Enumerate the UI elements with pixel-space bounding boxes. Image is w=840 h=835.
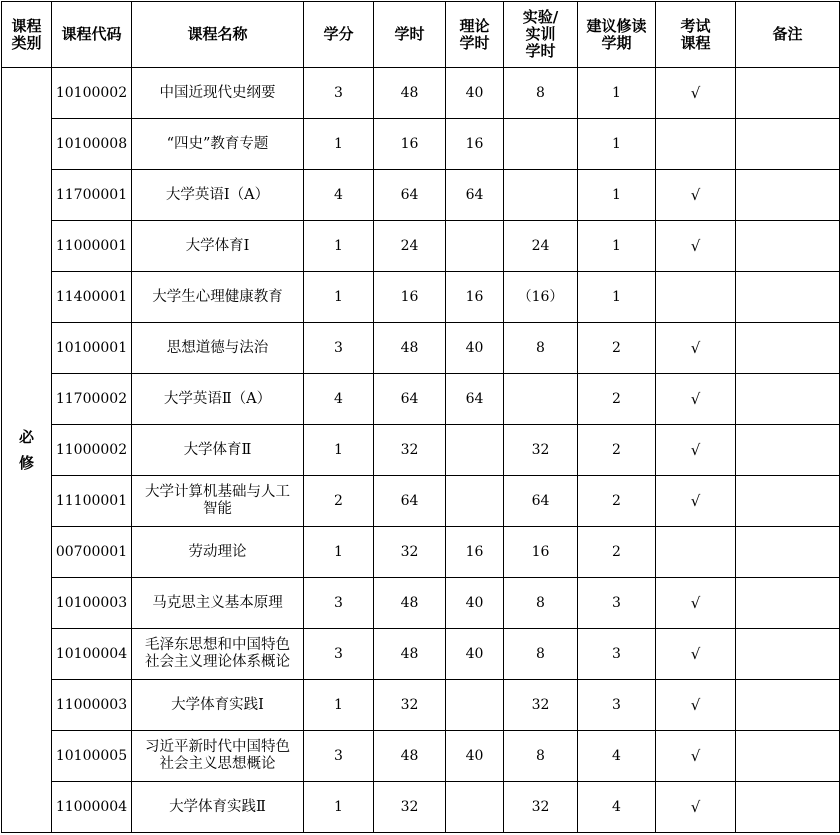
cell-name: 大学计算机基础与人工 智能 (132, 476, 304, 527)
cell-name: 思想道德与法治 (132, 323, 304, 374)
cell-hours: 16 (374, 272, 446, 323)
cell-exam: √ (656, 782, 736, 833)
cell-semester: 2 (578, 323, 656, 374)
cell-lab-hours (504, 374, 578, 425)
header-semester: 建议修读 学期 (578, 2, 656, 68)
cell-lab-hours: 24 (504, 221, 578, 272)
cell-exam (656, 272, 736, 323)
cell-name: 大学体育Ⅱ (132, 425, 304, 476)
cell-credits: 3 (304, 68, 374, 119)
header-code: 课程代码 (52, 2, 132, 68)
cell-name: 大学体育实践Ⅰ (132, 680, 304, 731)
cell-credits: 2 (304, 476, 374, 527)
header-hours: 学时 (374, 2, 446, 68)
cell-lab-hours: 8 (504, 731, 578, 782)
cell-credits: 1 (304, 119, 374, 170)
cell-theory-hours (446, 476, 504, 527)
table-row (2, 68, 840, 119)
cell-hours: 32 (374, 782, 446, 833)
cell-notes (736, 578, 840, 629)
cell-exam (656, 527, 736, 578)
cell-credits: 3 (304, 629, 374, 680)
cell-hours: 48 (374, 323, 446, 374)
cell-hours: 48 (374, 68, 446, 119)
cell-code: 10100004 (52, 629, 132, 680)
cell-semester: 1 (578, 221, 656, 272)
header-category: 课程 类别 (2, 2, 52, 68)
cell-semester: 1 (578, 170, 656, 221)
cell-credits: 4 (304, 374, 374, 425)
cell-name: 大学英语Ⅱ（A） (132, 374, 304, 425)
cell-theory-hours: 16 (446, 527, 504, 578)
cell-semester: 2 (578, 374, 656, 425)
cell-theory-hours: 16 (446, 119, 504, 170)
header-credits: 学分 (304, 2, 374, 68)
cell-name: 习近平新时代中国特色 社会主义思想概论 (132, 731, 304, 782)
cell-name: 马克思主义基本原理 (132, 578, 304, 629)
cell-theory-hours: 16 (446, 272, 504, 323)
cell-credits: 1 (304, 425, 374, 476)
cell-lab-hours: 32 (504, 680, 578, 731)
header-exam: 考试 课程 (656, 2, 736, 68)
cell-lab-hours (504, 170, 578, 221)
cell-notes (736, 527, 840, 578)
cell-credits: 3 (304, 323, 374, 374)
cell-hours: 48 (374, 731, 446, 782)
cell-code: 10100005 (52, 731, 132, 782)
cell-credits: 1 (304, 782, 374, 833)
cell-exam: √ (656, 323, 736, 374)
cell-semester: 4 (578, 731, 656, 782)
cell-code: 11000001 (52, 221, 132, 272)
cell-notes (736, 323, 840, 374)
cell-hours: 64 (374, 170, 446, 221)
cell-code: 10100002 (52, 68, 132, 119)
cell-name: “四史”教育专题 (132, 119, 304, 170)
cell-theory-hours: 40 (446, 629, 504, 680)
cell-notes (736, 425, 840, 476)
cell-hours: 48 (374, 629, 446, 680)
cell-code: 11000004 (52, 782, 132, 833)
cell-notes (736, 374, 840, 425)
table-row (2, 272, 840, 323)
cell-name: 大学体育实践Ⅱ (132, 782, 304, 833)
table-row (2, 680, 840, 731)
cell-lab-hours: 8 (504, 578, 578, 629)
cell-code: 11400001 (52, 272, 132, 323)
cell-hours: 32 (374, 527, 446, 578)
cell-credits: 1 (304, 272, 374, 323)
cell-lab-hours: 8 (504, 68, 578, 119)
cell-code: 11000003 (52, 680, 132, 731)
header-name: 课程名称 (132, 2, 304, 68)
cell-semester: 3 (578, 680, 656, 731)
cell-code: 00700001 (52, 527, 132, 578)
cell-notes (736, 680, 840, 731)
cell-code: 11700002 (52, 374, 132, 425)
cell-notes (736, 476, 840, 527)
table-row (2, 323, 840, 374)
cell-credits: 3 (304, 578, 374, 629)
cell-semester: 4 (578, 782, 656, 833)
cell-lab-hours: 16 (504, 527, 578, 578)
cell-lab-hours: 8 (504, 629, 578, 680)
cell-exam: √ (656, 170, 736, 221)
table-row (2, 629, 840, 680)
cell-theory-hours: 40 (446, 68, 504, 119)
cell-exam: √ (656, 629, 736, 680)
table-row (2, 527, 840, 578)
cell-hours: 48 (374, 578, 446, 629)
cell-code: 10100008 (52, 119, 132, 170)
cell-theory-hours: 64 (446, 374, 504, 425)
cell-code: 10100001 (52, 323, 132, 374)
cell-semester: 3 (578, 578, 656, 629)
cell-semester: 1 (578, 68, 656, 119)
cell-exam: √ (656, 425, 736, 476)
cell-semester: 1 (578, 119, 656, 170)
cell-exam: √ (656, 680, 736, 731)
cell-credits: 1 (304, 527, 374, 578)
table-body (2, 68, 840, 833)
cell-lab-hours (504, 119, 578, 170)
cell-semester: 2 (578, 527, 656, 578)
cell-theory-hours: 40 (446, 578, 504, 629)
cell-code: 11100001 (52, 476, 132, 527)
cell-hours: 32 (374, 425, 446, 476)
cell-notes (736, 119, 840, 170)
cell-theory-hours (446, 425, 504, 476)
cell-credits: 1 (304, 221, 374, 272)
cell-exam: √ (656, 221, 736, 272)
cell-exam: √ (656, 731, 736, 782)
cell-lab-hours: 64 (504, 476, 578, 527)
table-row (2, 425, 840, 476)
table-row (2, 731, 840, 782)
cell-hours: 64 (374, 374, 446, 425)
cell-theory-hours: 40 (446, 323, 504, 374)
cell-notes (736, 272, 840, 323)
cell-semester: 2 (578, 476, 656, 527)
cell-exam: √ (656, 374, 736, 425)
cell-name: 大学英语Ⅰ（A） (132, 170, 304, 221)
cell-notes (736, 68, 840, 119)
category-cell: 必 修 (2, 68, 52, 833)
cell-hours: 16 (374, 119, 446, 170)
cell-notes (736, 782, 840, 833)
cell-credits: 4 (304, 170, 374, 221)
cell-credits: 3 (304, 731, 374, 782)
cell-semester: 1 (578, 272, 656, 323)
cell-theory-hours: 64 (446, 170, 504, 221)
table-row (2, 578, 840, 629)
cell-exam: √ (656, 68, 736, 119)
header-lab-hours: 实验/ 实训 学时 (504, 2, 578, 68)
cell-code: 10100003 (52, 578, 132, 629)
cell-hours: 64 (374, 476, 446, 527)
cell-name: 毛泽东思想和中国特色 社会主义理论体系概论 (132, 629, 304, 680)
cell-theory-hours (446, 782, 504, 833)
table-row (2, 221, 840, 272)
cell-notes (736, 731, 840, 782)
cell-notes (736, 170, 840, 221)
course-plan-table (1, 1, 840, 833)
cell-notes (736, 221, 840, 272)
cell-credits: 1 (304, 680, 374, 731)
cell-lab-hours: 32 (504, 425, 578, 476)
cell-hours: 24 (374, 221, 446, 272)
cell-code: 11000002 (52, 425, 132, 476)
cell-semester: 2 (578, 425, 656, 476)
cell-theory-hours: 40 (446, 731, 504, 782)
cell-code: 11700001 (52, 170, 132, 221)
table-row (2, 476, 840, 527)
cell-lab-hours: （16） (504, 272, 578, 323)
table-row (2, 782, 840, 833)
cell-theory-hours (446, 221, 504, 272)
cell-notes (736, 629, 840, 680)
cell-exam: √ (656, 476, 736, 527)
header-theory-hours: 理论 学时 (446, 2, 504, 68)
cell-name: 大学体育Ⅰ (132, 221, 304, 272)
header-notes: 备注 (736, 2, 840, 68)
cell-lab-hours: 8 (504, 323, 578, 374)
table-row (2, 119, 840, 170)
cell-exam (656, 119, 736, 170)
cell-name: 大学生心理健康教育 (132, 272, 304, 323)
cell-theory-hours (446, 680, 504, 731)
cell-semester: 3 (578, 629, 656, 680)
table-row (2, 170, 840, 221)
cell-hours: 32 (374, 680, 446, 731)
cell-name: 劳动理论 (132, 527, 304, 578)
cell-name: 中国近现代史纲要 (132, 68, 304, 119)
cell-lab-hours: 32 (504, 782, 578, 833)
header-row (2, 2, 840, 68)
table-row (2, 374, 840, 425)
cell-exam: √ (656, 578, 736, 629)
